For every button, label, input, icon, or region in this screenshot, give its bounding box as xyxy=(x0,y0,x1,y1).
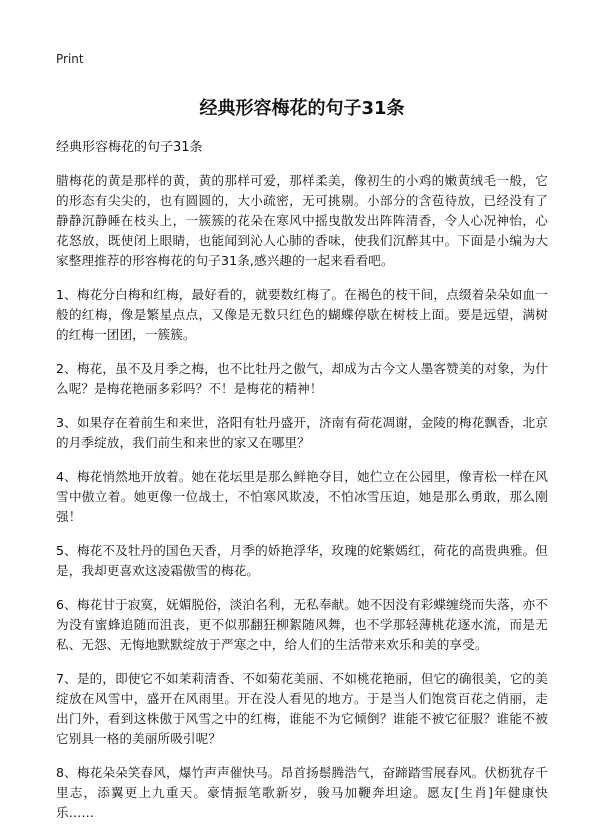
paragraph-1: 1、梅花分白梅和红梅，最好看的，就要数红梅了。在褐色的枝干间，点缀着朵朵如血一般的红梅，像是繁星点点，又像是无数只红色的蝴蝶停歇在树枝上面。要是远望，满树的红梅一团团，一簇簇。 xyxy=(56,287,548,342)
document-subtitle: 经典形容梅花的句子31条 xyxy=(56,140,203,155)
paragraph-2: 2、梅花，虽不及月季之梅，也不比牡丹之傲气，却成为古今文人墨客赞美的对象，为什么呢？是梅花艳丽多彩吗？不！是梅花的精神！ xyxy=(56,361,548,396)
paragraph-7: 7、是的，即使它不如茉莉清香、不如菊花美丽、不如桃花艳丽，但它的确很美，它的美绽放在风雪中，盛开在风雨里。开在没人看见的地方。于是当人们饱赏百花之俏丽，走出门外，看到这株傲于风雪之中的红梅，谁能不为它倾倒？谁能不被它征服？谁能不被它别具一格的美丽所吸引呢？ xyxy=(56,671,548,746)
paragraph-5: 5、梅花不及牡丹的国色天香，月季的娇艳浮华，玫瑰的姹紫嫣红，荷花的高贵典雅。但是，我却更喜欢这凌霜傲雪的梅花。 xyxy=(56,543,548,578)
document-title: 经典形容梅花的句子31条 xyxy=(199,98,405,119)
intro-paragraph: 腊梅花的黄是那样的黄，黄的那样可爱，那样柔美，像初生的小鸡的嫩黄绒毛一般，它的形态有尖尖的，也有圆圆的，大小疏密，无可挑剔。小部分的含苞待放，已经没有了静静沉静睡在枝头上，一簇簇的花朵在寒风中摇曳散发出阵阵清香，令人心况神怡，心花怒放，既使闭上眼睛，也能闻到沁人心肺的香味，使我们沉醉其中。下面是小编为大家整理推荐的形容梅花的句子31条,感兴趣的一起来看看吧。 xyxy=(56,173,548,268)
paragraph-4: 4、梅花悄然地开放着。她在花坛里是那么鲜艳夺目，她伫立在公园里，像青松一样在风雪中傲立着。她更像一位战士，不怕寒风欺凌，不怕冰雪压迫，她是那么勇敢，那么刚强！ xyxy=(56,469,548,524)
paragraph-6: 6、梅花甘于寂寞，妩媚脱俗，淡泊名利，无私奉献。她不因没有彩蝶缠绕而失落，亦不为没有蜜蜂追随而沮丧，更不似那翻狂柳絮随风舞，也不学那轻薄桃花逐水流，而是无私、无怨、无悔地默默绽放于严寒之中，给人们的生活带来欢乐和美的享受。 xyxy=(56,597,548,652)
print-link[interactable]: Print xyxy=(56,52,84,66)
paragraph-3: 3、如果存在着前生和来世，洛阳有牡丹盛开，济南有荷花凋谢，金陵的梅花飘香，北京的月季绽放，我们前生和来世的家又在哪里？ xyxy=(56,415,548,450)
paragraph-8: 8、梅花朵朵笑春风，爆竹声声催快马。昂首扬鬃腾浩气，奋蹄踏雪展春风。伏枥犹存千里志，添翼更上九重天。豪情振笔歌新岁，骏马加鞭奔坦途。愿友[生肖]年健康快乐…… xyxy=(56,765,548,820)
